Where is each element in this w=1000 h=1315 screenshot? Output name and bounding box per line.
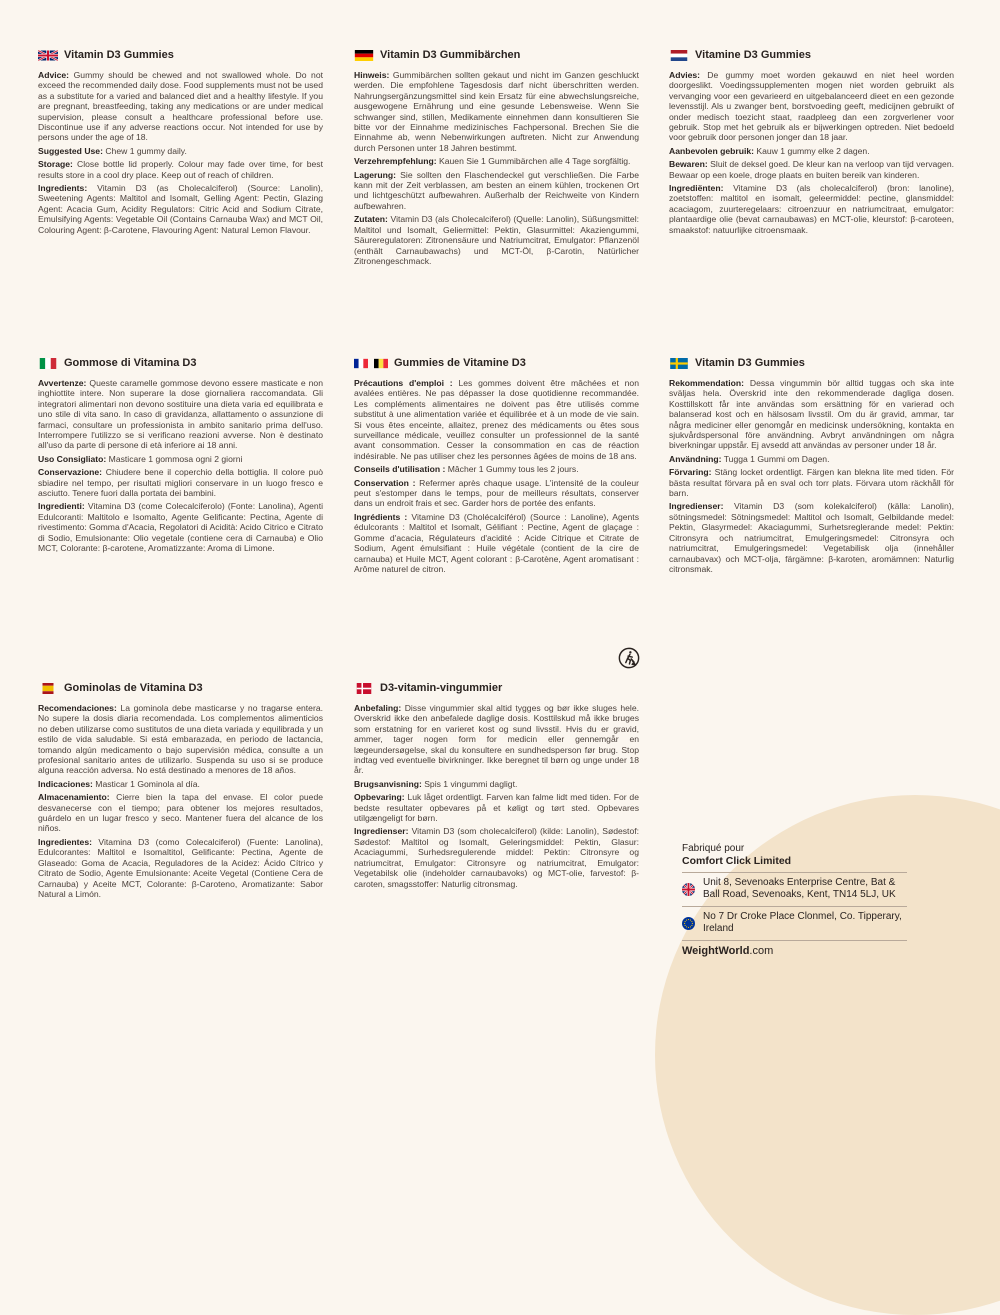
use-label: Brugsanvisning:	[354, 778, 422, 789]
section-body	[38, 70, 323, 235]
advice-paragraph	[38, 70, 323, 143]
section-title-text: Vitamine D3 Gummies	[695, 49, 811, 61]
storage-paragraph	[354, 478, 639, 509]
ingredients-label: Ingredienser:	[354, 826, 409, 837]
section-title-text: Gummies de Vitamine D3	[394, 357, 526, 369]
section-body	[669, 70, 954, 235]
ingredients-label: Ingrédients :	[354, 511, 408, 522]
advice-text: Dessa vingummin bör alltid tuggas och ska inte sväljas hela. Överskrid inte den rekommenderade dagliga dosen. Kosttillskott får inte användas som ersättning för en varierad och balanserad kost och en hälsosam livsstil. Om du är gravid, ammar, tar några mediciner eller genomgår en medicinsk undersökning, kontakta en sjukvårdspersonal före användning. Avbryt användningen om några biverkningar uppstår. Ej avsedd att användas av personer under 18 år.	[669, 378, 954, 451]
section-swedish	[669, 355, 954, 577]
storage-paragraph	[38, 792, 323, 834]
use-label: Suggested Use:	[38, 145, 103, 156]
storage-label: Opbevaring:	[354, 792, 405, 803]
advice-paragraph	[38, 378, 323, 451]
section-title	[354, 355, 639, 371]
ingredients-text: Vitamina D3 (come Colecalciferolo) (Fonte: Lanolina), Agenti Edulcoranti: Maltitolo e Isomalto, Agente Gelificante: Pectina, Agente di rivestimento: Gomma d'Acacia, Regolatori di Acidità: Acido Citrico e Citrato di Sodio, Emulsionante: Olio vegetale (contiene cera di Carnauba) e Olio MCT, Colorante: β-carotene, Aromatizzante: Aroma di Limone.	[38, 501, 323, 554]
storage-label: Lagerung:	[354, 169, 397, 180]
ingredients-label: Ingredienti:	[38, 501, 85, 512]
sweden-flag-icon	[669, 358, 689, 369]
uk-address	[682, 873, 907, 906]
denmark-flag-icon	[354, 683, 374, 694]
use-label: Användning:	[669, 453, 722, 464]
ingredients-text: Vitamine D3 (Cholécalciférol) (Source : Lanoline), Agents édulcorants : Maltitol et Isomalt, Gélifiant : Pectine, Agent de glaçage : Gomme d'acacia, Régulateurs d'acidité : Acide Citrique et Citrate de Sodium, Agent émulsifiant : Huile végétale (contient de la cire de carnauba) et Huile MCT, Agent colorant : β-Carotène, Agent aromatisant : Arôme naturel de citron.	[354, 511, 639, 574]
section-title	[38, 680, 323, 696]
section-french	[354, 355, 639, 577]
advice-text: Disse vingummier skal altid tygges og bør ikke sluges hele. Overskrid ikke den anbefalede daglige dosis. Kosttilskud må ikke bruges som erstatning for en varieret kost og sund livsstil. Hvis du er gravid, ammer, tager nogen form for medicin eller gennemgår en lægeundersøgelse, skal du konsultere en sundhedsperson før brug. Stop indtag ved eventuelle bivirkninger. Ikke beregnet til børn og unge under 18 år.	[354, 703, 639, 776]
use-label: Aanbevolen gebruik:	[669, 145, 754, 156]
use-text: Mâcher 1 Gummy tous les 2 jours.	[445, 464, 579, 475]
advice-paragraph	[354, 703, 639, 776]
ingredients-label: Ingredients:	[38, 183, 88, 194]
advice-label: Anbefaling:	[354, 703, 402, 713]
section-title	[669, 47, 954, 63]
section-title	[38, 47, 323, 63]
company-name: Comfort Click Limited	[682, 855, 792, 867]
section-body	[354, 703, 639, 889]
website	[682, 941, 907, 957]
advice-label: Rekommendation:	[669, 378, 744, 388]
made-for-label: Fabriqué pour	[682, 843, 745, 854]
ingredients-text: Vitamin D3 (som cholecalciferol) (kilde: Lanolin), Sødestof: Sødestof: Maltitol og Isomalt, Geleringsmiddel: Pektin, Glasur: Acaciagummi, Surhedsregulerende middel: Pektin: Citronsyre og natriumcitrat, Emulgator: Citronsyre og natriumcitrat, Emulgator: Vegetabilsk olie (indeholder carnaubavoks) og MCT-olie, farvestof: β-caroten, smagsstoffer: Naturlig citronsmag.	[354, 826, 639, 889]
storage-text: Sluit de deksel goed. De kleur kan na verloop van tijd vervagen. Bewaar op een koele, droge plaats en buiten bereik van kinderen.	[669, 159, 954, 180]
ingredients-text: Vitamin D3 (som kolekalciferol) (källa: Lanolin), sötningsmedel: Sötningsmedel: Maltitol och Isomalt, Gelbildande medel: Pektin, Glasyrmedel: Akaciagummi, Surhetsreglerande medel: Pektin: Citronsyra och natriumcitrat, Emulgeringsmedel: Citronsyra och natriumcitrat, Emulgeringsmedel: Vegetabilisk olja (innehåller carnaubavax) och MCT-olja, färgämne: β-karoten, aromämnen: Naturlig citronsmak.	[669, 501, 954, 574]
ingredients-text: Vitamina D3 (como Colecalciferol) (Fuente: Lanolina), Edulcorantes: Maltitol e Isomaltitol, Gelificante: Pectina, Agente de Glaseado: Goma de Acacia, Reguladores de la Acidez: Ácido Cítrico y Citrato de Sodio, Agente Emulsionante: Aceite Vegetal (Contiene Cera de Carnauba) y Aceite MCT, Colorante: β-Caroteno, Aromatizante: Sabor Natural a Limón.	[38, 836, 323, 899]
use-paragraph	[354, 464, 639, 474]
advice-text: La gominola debe masticarse y no tragarse entera. No supere la dosis diaria recomendada. Los complementos alimenticios no deben utilizarse como sustitutos de una dieta variada y equilibrada y un estilo de vida saludable. Si está embarazada, en periodo de lactancia, tomando algún medicamento o bajo supervisión médica, consulte a un profesional sanitario antes de utilizarlo. Suspenda su uso si se produce alguna reacción adversa. No está destinado a menores de 18 años.	[38, 703, 323, 776]
advice-label: Recomendaciones:	[38, 703, 117, 713]
advice-text: Queste caramelle gommose devono essere masticate e non inghiottite intere. Non superare la dose giornaliera raccomandata. Gli integratori alimentari non devono sostituire una dieta varia ed equilibrata e uno stile di vita sano. In caso di gravidanza, allattamento o assunzione di farmaci, consultare un professionista in ambito sanitario prima dell'uso. Interrompere l'utilizzo se si verificano reazioni avverse. Non è destinato all'uso da parte di persone di età inferiore ai 18 anni.	[38, 378, 323, 451]
section-title	[354, 680, 639, 696]
use-text: Kauw 1 gummy elke 2 dagen.	[754, 145, 870, 156]
advice-label: Advice:	[38, 70, 70, 80]
use-text: Tugga 1 Gummi om Dagen.	[721, 453, 830, 464]
section-english	[38, 47, 323, 238]
use-label: Verzehrempfehlung:	[354, 156, 437, 167]
storage-text: Luk låget ordentligt. Farven kan falme lidt med tiden. For de bedste resultater opbevares på et køligt og tørt sted. Opbevares utilgængeligt for børn.	[354, 792, 639, 824]
storage-text: Cierre bien la tapa del envase. El color puede desvanecerse con el tiempo; para obtener los mejores resultados, guárdelo en un lugar fresco y seco. Mantener fuera del alcance de los niños.	[38, 792, 323, 834]
storage-text: Close bottle lid properly. Colour may fade over time, for best results store in a cool dry place. Keep out of reach of children.	[38, 159, 323, 180]
storage-text: Chiudere bene il coperchio della bottiglia. Il colore può sbiadire nel tempo, per risultati migliori conservare in un luogo fresco e asciutto. Tenere fuori dalla portata dei bambini.	[38, 467, 323, 499]
storage-label: Conservazione:	[38, 467, 102, 478]
ingredients-label: Ingrediënten:	[669, 183, 724, 194]
ingredients-paragraph	[38, 183, 323, 235]
uk-flag-icon	[38, 50, 58, 61]
use-paragraph	[354, 156, 639, 166]
use-paragraph	[669, 454, 954, 464]
uk-address-text: Unit 8, Sevenoaks Enterprise Centre, Bat & Ball Road, Sevenoaks, Kent, TN14 5LJ, UK	[703, 877, 896, 900]
section-body	[669, 378, 954, 574]
ingredients-paragraph	[38, 837, 323, 899]
advice-text: Gummy should be chewed and not swallowed whole. Do not exceed the recommended daily dose. Food supplements must not be used as a substitute for a varied and balanced diet and a healthy lifestyle. If you are pregnant, breastfeeding, taking any medications or are under medical supervision, please consult a healthcare professional before use. Discontinue use if any adverse reactions occur. Not intended for use by persons under the age of 18.	[38, 70, 323, 143]
storage-text: Sie sollten den Flaschendeckel gut verschließen. Die Farbe kann mit der Zeit verblassen, am besten an einem kühlen, trockenen Ort und lichtgeschützt aufbewahren. Außerhalb der Reichweite von Kindern aufbewahren.	[354, 169, 639, 211]
use-paragraph	[38, 454, 323, 464]
manufacturer-info	[682, 843, 907, 957]
section-title-text: Gominolas de Vitamina D3	[64, 682, 203, 694]
ingredients-text: Vitamin D3 (as Cholecalciferol) (Source: Lanolin), Sweetening Agents: Maltitol and Isomalt, Gelling Agent: Pectin, Glazing Agent: Acacia Gum, Acidity Regulators: Citric Acid and Sodium Citrate, Emulsifying Agents: Vegetable Oil (Contains Carnauba Wax) and MCT Oil, Colouring Agent: β-Carotene, Flavouring Agent: Natural Lemon Flavour.	[38, 183, 323, 235]
section-body	[38, 378, 323, 554]
advice-label: Précautions d'emploi :	[354, 378, 453, 388]
use-paragraph	[38, 779, 323, 789]
ingredients-text: Vitamin D3 (als Cholecalciferol) (Quelle: Lanolin), Süßungsmittel: Maltitol und Isomalt, Geliermittel: Pektin, Glasurmittel: Akaziengummi, Säureregulatoren: Zitronensäure und Natriumcitrat, Emulgator: Pflanzenöl (enthält Carnaubawachs) und MCT-Öl, β-Carotin, Natürlicher Zitronengeschmack.	[354, 214, 639, 266]
use-label: Indicaciones:	[38, 778, 93, 789]
france-flag-icon	[354, 358, 368, 369]
storage-paragraph	[354, 170, 639, 212]
storage-text: Stäng locket ordentligt. Färgen kan blekna lite med tiden. För bästa resultat förvara på en sval och torr plats. Förvara utom räckhåll för barn.	[669, 467, 954, 499]
use-text: Chew 1 gummy daily.	[102, 145, 187, 156]
website-brand: WeightWorld	[682, 945, 750, 957]
storage-paragraph	[669, 467, 954, 498]
section-title	[354, 47, 639, 63]
section-title	[38, 355, 323, 371]
section-spanish	[38, 680, 323, 902]
ie-address	[682, 907, 907, 940]
storage-label: Förvaring:	[669, 467, 712, 478]
storage-label: Bewaren:	[669, 159, 708, 170]
section-title-text: Vitamin D3 Gummies	[64, 49, 174, 61]
section-body	[354, 378, 639, 574]
section-german	[354, 47, 639, 269]
section-body	[354, 70, 639, 266]
ingredients-paragraph	[669, 501, 954, 574]
advice-paragraph	[669, 378, 954, 451]
ingredients-label: Ingredientes:	[38, 836, 92, 847]
ingredients-label: Zutaten:	[354, 214, 388, 225]
section-title-text: Vitamin D3 Gummies	[695, 357, 805, 369]
advice-paragraph	[354, 378, 639, 461]
ingredients-text: Vitamine D3 (als cholecalciferol) (bron: lanoline), zoetstoffen: maltitol en isomalt, geleermiddel: pectine, glansmiddel: acaciagom, zuurteregelaars: citroenzuur en natriumcitraat, emulgator: plantaardige olie (bevat carnaubawas) en MCT-olie, kleurstof: β-caroteen, smaakstof: natuurlijke citroensmaak.	[669, 183, 954, 235]
use-text: Kauen Sie 1 Gummibärchen alle 4 Tage sorgfältig.	[436, 156, 631, 167]
storage-paragraph	[38, 159, 323, 180]
advice-text: Les gommes doivent être mâchées et non avalées entières. Ne pas dépasser la dose quotidienne recommandée. Les compléments alimentaires ne doivent pas être utilisés comme substitut à une alimentation variée et équilibrée et à un mode de vie sain. Si vous êtes enceinte, allaitez, prenez des médicaments ou êtes sous surveillance médicale, veuillez consulter un professionnel de la santé avant consommation. Cesser la consommation en cas de réaction indésirable. Ne pas utiliser chez les personnes âgées de moins de 18 ans.	[354, 378, 639, 461]
storage-label: Conservation :	[354, 477, 416, 488]
netherlands-flag-icon	[669, 50, 689, 61]
storage-paragraph	[354, 792, 639, 823]
advice-paragraph	[38, 703, 323, 776]
ingredients-paragraph	[669, 183, 954, 235]
advice-paragraph	[669, 70, 954, 143]
advice-text: Gummibärchen sollten gekaut und nicht im Ganzen geschluckt werden. Die empfohlene Tagesdosis darf nicht überschritten werden. Nahrungsergänzungsmittel sind kein Ersatz für eine abwechslungsreiche, ausgewogene Ernährung und eine gesunde Lebensweise. Wenn Sie schwanger sind, stillen, Medikamente einnehmen dann konsultieren Sie bitte vor der Einnahme medizinisches Fachpersonal. Brechen Sie die Einnahme ab, wenn Nebenwirkungen auftreten. Nicht zur Anwendung durch Personen unter 18 Jahren bestimmt.	[354, 70, 639, 153]
germany-flag-icon	[354, 50, 374, 61]
use-label: Conseils d'utilisation :	[354, 464, 446, 475]
ie-address-text: No 7 Dr Croke Place Clonmel, Co. Tipperary, Ireland	[703, 911, 902, 934]
section-title-text: Vitamin D3 Gummibärchen	[380, 49, 521, 61]
storage-label: Storage:	[38, 159, 73, 170]
section-body	[38, 703, 323, 899]
ingredients-paragraph	[354, 826, 639, 888]
advice-label: Avvertenze:	[38, 378, 87, 388]
storage-paragraph	[669, 159, 954, 180]
belgium-flag-icon	[374, 358, 388, 369]
advice-paragraph	[354, 70, 639, 153]
advice-label: Hinweis:	[354, 70, 390, 80]
website-tld: .com	[749, 945, 774, 957]
use-paragraph	[38, 146, 323, 156]
use-text: Masticar 1 Gominola al día.	[92, 778, 200, 789]
ingredients-paragraph	[354, 512, 639, 574]
use-paragraph	[354, 779, 639, 789]
section-italian	[38, 355, 323, 557]
spain-flag-icon	[38, 683, 58, 694]
ingredients-label: Ingredienser:	[669, 501, 724, 512]
use-text: Spis 1 vingummi dagligt.	[421, 778, 518, 789]
uk-flag-icon	[682, 883, 695, 894]
section-danish	[354, 680, 639, 892]
eu-flag-icon	[682, 917, 695, 928]
storage-label: Almacenamiento:	[38, 792, 110, 803]
section-dutch	[669, 47, 954, 238]
advice-text: De gummy moet worden gekauwd en niet heel worden doorgeslikt. Voedingssupplementen mogen niet worden gebruikt als vervanging voor een gevarieerd en uitgebalanceerd dieet en een gezonde levensstijl. Als u zwanger bent, borstvoeding geeft, medicijnen gebruikt of onder medisch toezicht staat, raadpleeg dan een zorgverlener voor gebruik. Stop met het gebruik als er bijwerkingen optreden. Niet bedoeld voor gebruik door personen jonger dan 18 jaar.	[669, 70, 954, 143]
ingredients-paragraph	[354, 214, 639, 266]
tidyman-recycle-icon	[618, 647, 640, 669]
use-paragraph	[669, 146, 954, 156]
storage-text: Refermer après chaque usage. L'intensité de la couleur peut s'estomper dans le temps, pour de meilleurs résultats, conserver dans un endroit frais et sec. Garder hors de portée des enfants.	[354, 477, 639, 509]
use-label: Uso Consigliato:	[38, 453, 107, 464]
section-title-text: D3-vitamin-vingummier	[380, 682, 503, 694]
ingredients-paragraph	[38, 501, 323, 553]
use-text: Masticare 1 gommosa ogni 2 giorni	[106, 453, 243, 464]
advice-label: Advies:	[669, 70, 701, 80]
storage-paragraph	[38, 467, 323, 498]
italy-flag-icon	[38, 358, 58, 369]
section-title	[669, 355, 954, 371]
section-title-text: Gommose di Vitamina D3	[64, 357, 197, 369]
